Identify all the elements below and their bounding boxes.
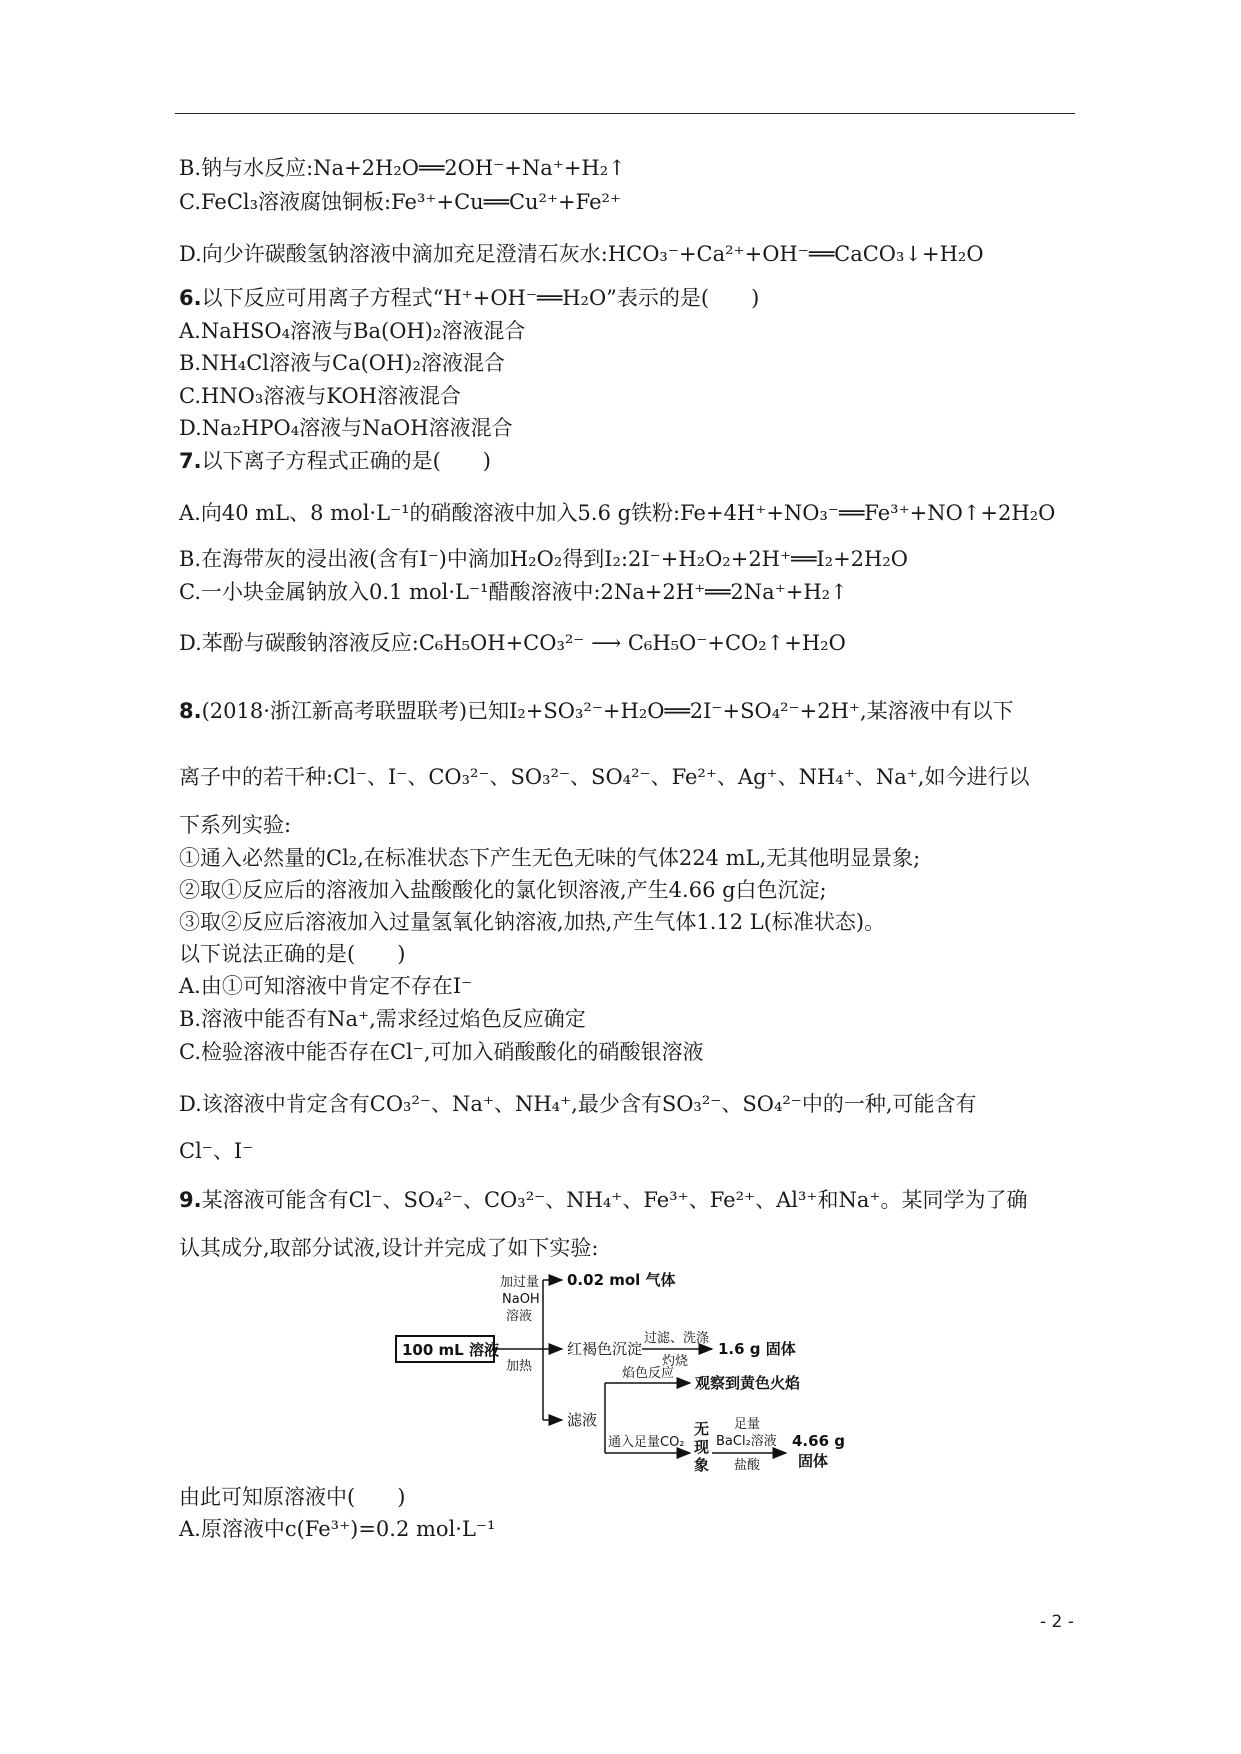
gas-result: 0.02 mol 气体 <box>567 1271 676 1289</box>
cond-3: 溶液 <box>506 1309 533 1324</box>
question-6-option-b: B.NH₄Cl溶液与Ca(OH)₂溶液混合 <box>179 351 505 375</box>
cond-4: 加热 <box>506 1359 533 1374</box>
question-7-option-b: B.在海带灰的浸出液(含有I⁻)中滴加H₂O₂得到I₂:2I⁻+H₂O₂+2H⁺══I₂+2H₂O <box>179 547 908 571</box>
question-6-option-c: C.HNO₃溶液与KOH溶液混合 <box>179 384 461 408</box>
question-8-stem-2: 离子中的若干种:Cl⁻、I⁻、CO₃²⁻、SO₃²⁻、SO₄²⁻、Fe²⁺、Ag⁺、NH₄⁺、Na⁺,如今进行以 <box>179 765 1030 789</box>
option-6b-prev: B.钠与水反应:Na+2H₂O══2OH⁻+Na⁺+H₂↑ <box>179 156 626 180</box>
option-d-prev: D.向少许碳酸氢钠溶液中滴加充足澄清石灰水:HCO₃⁻+Ca²⁺+OH⁻══CaCO₃↓+H₂O <box>179 242 984 266</box>
question-8-option-d-1: D.该溶液中肯定含有CO₃²⁻、Na⁺、NH₄⁺,最少含有SO₃²⁻、SO₄²⁻中的一种,可能含有 <box>179 1092 977 1116</box>
question-6-stem: 以下反应可用离子方程式“H⁺+OH⁻══H₂O”表示的是( ) <box>201 286 760 310</box>
question-9-option-a: A.原溶液中c(Fe³⁺)=0.2 mol·L⁻¹ <box>179 1517 496 1541</box>
solid-2: 固体 <box>798 1452 829 1470</box>
question-9-number: 9. <box>179 1188 202 1212</box>
hcl-label: 盐酸 <box>734 1458 761 1473</box>
question-9 <box>179 1190 1027 1211</box>
enough-label: 足量 <box>734 1417 761 1432</box>
question-9-stem-2: 认其成分,取部分试液,设计并完成了如下实验: <box>179 1236 599 1260</box>
question-8-step-1: ①通入必然量的Cl₂,在标准状态下产生无色无味的气体224 mL,无其他明显景象; <box>179 846 921 870</box>
co2-label: 通入足量CO₂ <box>608 1435 685 1450</box>
question-7-number: 7. <box>179 449 202 473</box>
question-7-option-c: C.一小块金属钠放入0.1 mol·L⁻¹醋酸溶液中:2Na+2H⁺══2Na⁺+H₂↑ <box>179 580 848 604</box>
cond-1: 加过量 <box>500 1275 540 1290</box>
bacl2-label: BaCl₂溶液 <box>716 1434 777 1449</box>
question-8-option-a: A.由①可知溶液中肯定不存在I⁻ <box>179 974 473 998</box>
question-6-number: 6. <box>179 286 202 310</box>
question-8-step-3: ③取②反应后溶液加入过量氢氧化钠溶液,加热,产生气体1.12 L(标准状态)。 <box>179 910 886 934</box>
solid-1: 1.6 g 固体 <box>718 1340 796 1358</box>
question-6 <box>179 288 759 309</box>
page-number: - 2 - <box>1040 1612 1074 1632</box>
question-7-option-a: A.向40 mL、8 mol·L⁻¹的硝酸溶液中加入5.6 g铁粉:Fe+4H⁺+NO₃⁻══Fe³⁺+NO↑+2H₂O <box>179 501 1056 525</box>
question-8 <box>179 701 1014 722</box>
wash-label: 过滤、洗涤 <box>644 1331 710 1346</box>
question-8-prompt: 以下说法正确的是( ) <box>179 942 406 966</box>
question-6-option-d: D.Na₂HPO₄溶液与NaOH溶液混合 <box>179 416 513 440</box>
none-1: 无 <box>694 1420 710 1438</box>
none-3: 象 <box>694 1456 710 1474</box>
question-8-stem-1: (2018·浙江新高考联盟联考)已知I₂+SO₃²⁻+H₂O══2I⁻+SO₄²⁻+2H⁺,某溶液中有以下 <box>201 699 1014 723</box>
question-8-stem-3: 下系列实验: <box>179 813 292 837</box>
question-8-step-2: ②取①反应后的溶液加入盐酸酸化的氯化钡溶液,产生4.66 g白色沉淀; <box>179 878 827 902</box>
mass-label: 4.66 g <box>792 1432 845 1450</box>
question-8-option-c: C.检验溶液中能否存在Cl⁻,可加入硝酸酸化的硝酸银溶液 <box>179 1040 704 1064</box>
filtrate: 滤液 <box>567 1411 598 1429</box>
question-9-prompt: 由此可知原溶液中( ) <box>179 1485 406 1509</box>
question-8-option-b: B.溶液中能否有Na⁺,需求经过焰色反应确定 <box>179 1007 586 1031</box>
start-label: 100 mL 溶液 <box>402 1341 499 1359</box>
experiment-flowchart <box>390 1268 870 1478</box>
precipitate: 红褐色沉淀 <box>567 1340 643 1358</box>
question-7 <box>179 451 491 472</box>
none-2: 现 <box>694 1438 710 1456</box>
yellow-flame: 观察到黄色火焰 <box>695 1374 801 1392</box>
flame-label: 焰色反应 <box>622 1366 675 1381</box>
question-7-option-d: D.苯酚与碳酸钠溶液反应:C₆H₅OH+CO₃²⁻ ⟶ C₆H₅O⁻+CO₂↑+H₂O <box>179 631 846 655</box>
burn-label: 灼烧 <box>662 1354 689 1369</box>
question-7-stem: 以下离子方程式正确的是( ) <box>201 449 491 473</box>
question-9-stem-1: 某溶液可能含有Cl⁻、SO₄²⁻、CO₃²⁻、NH₄⁺、Fe³⁺、Fe²⁺、Al³⁺和Na⁺。某同学为了确 <box>201 1188 1028 1212</box>
question-8-option-d-2: Cl⁻、I⁻ <box>179 1139 254 1163</box>
header-rule <box>175 113 1075 114</box>
cond-2: NaOH <box>502 1292 540 1307</box>
question-8-number: 8. <box>179 699 202 723</box>
question-6-option-a: A.NaHSO₄溶液与Ba(OH)₂溶液混合 <box>179 319 526 343</box>
option-c-prev: C.FeCl₃溶液腐蚀铜板:Fe³⁺+Cu══Cu²⁺+Fe²⁺ <box>179 190 621 214</box>
